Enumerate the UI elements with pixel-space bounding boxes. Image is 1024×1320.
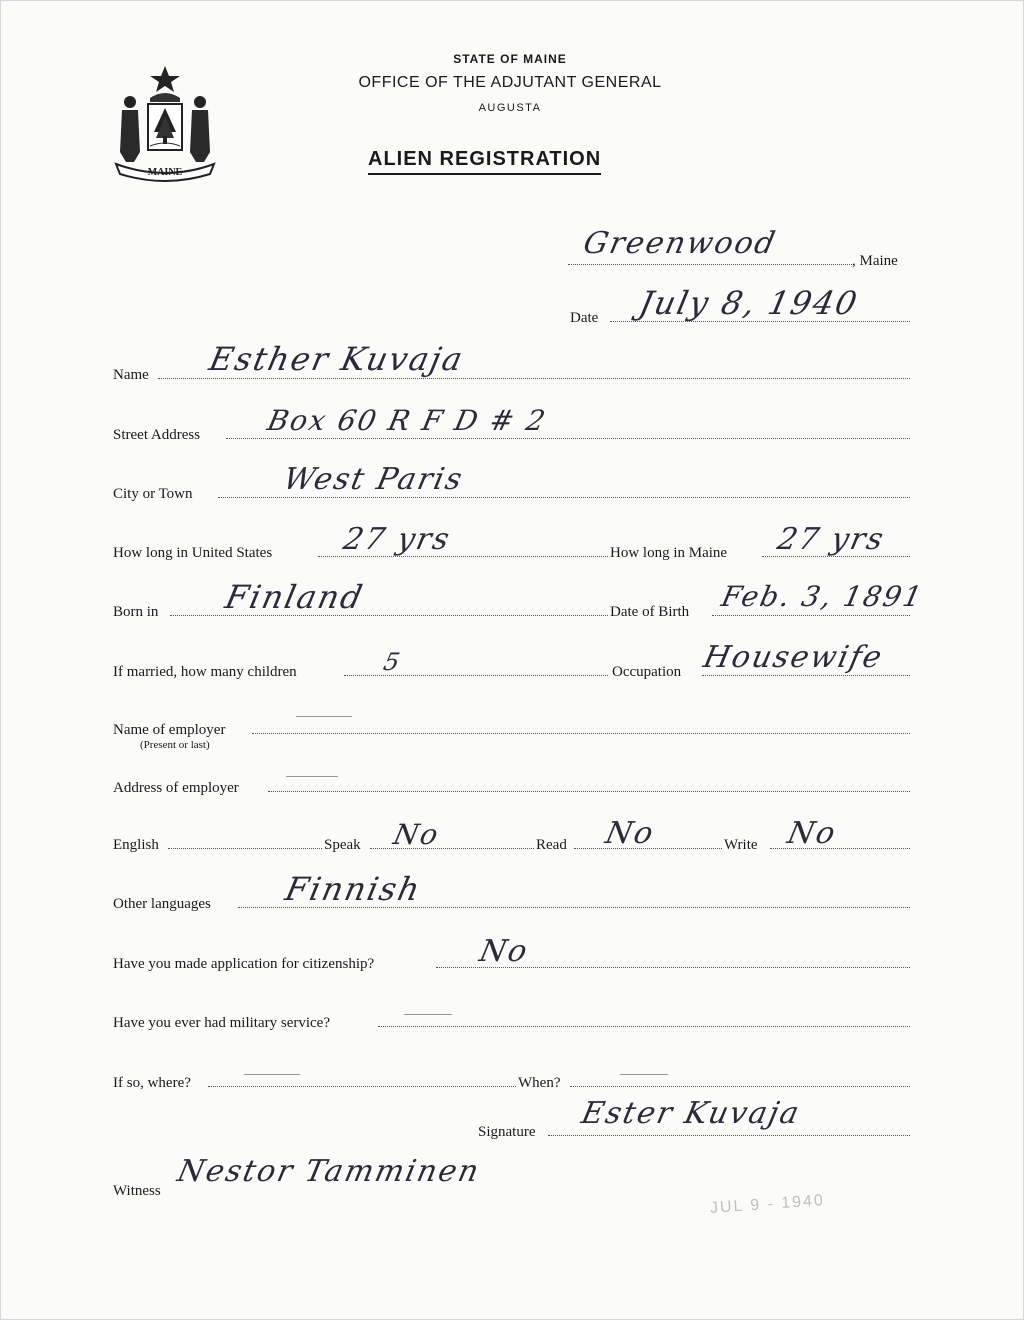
date-label: Date xyxy=(570,310,599,326)
citizenship-value: No xyxy=(476,934,533,969)
when-dash xyxy=(620,1074,668,1075)
when-line xyxy=(570,1086,910,1087)
write-value: No xyxy=(784,816,841,851)
dob-line xyxy=(712,615,910,616)
witness-value: Nestor Tamminen xyxy=(174,1154,484,1189)
other-languages-value: Finnish xyxy=(281,870,425,908)
long-maine-value: 27 yrs xyxy=(774,522,889,557)
town-value: Greenwood xyxy=(580,226,780,261)
where-label: If so, where? xyxy=(113,1075,191,1091)
occupation-label: Occupation xyxy=(612,664,682,680)
where-line xyxy=(208,1086,516,1087)
where-dash xyxy=(244,1074,300,1075)
military-line xyxy=(378,1026,910,1027)
long-us-value: 27 yrs xyxy=(340,522,455,557)
town-suffix-label: , Maine xyxy=(852,253,898,269)
speak-value: No xyxy=(390,818,443,851)
witness-label: Witness xyxy=(113,1183,161,1199)
citizenship-label: Have you made application for citizenship? xyxy=(113,956,375,972)
write-label: Write xyxy=(724,837,758,853)
occupation-line xyxy=(702,675,910,676)
town-line xyxy=(568,264,854,265)
name-label: Name xyxy=(113,367,149,383)
signature-line xyxy=(548,1135,910,1136)
signature-label: Signature xyxy=(478,1124,536,1140)
name-value: Esther Kuvaja xyxy=(205,340,468,378)
long-us-label: How long in United States xyxy=(113,545,273,561)
read-label: Read xyxy=(536,837,567,853)
dob-value: Feb. 3, 1891 xyxy=(718,580,927,613)
read-value: No xyxy=(602,816,659,851)
occupation-value: Housewife xyxy=(700,640,887,675)
long-maine-label: How long in Maine xyxy=(610,545,728,561)
speak-label: Speak xyxy=(324,837,361,853)
english-label: English xyxy=(113,837,159,853)
employer-line xyxy=(252,733,910,734)
dob-label: Date of Birth xyxy=(610,604,690,620)
street-line xyxy=(226,438,910,439)
header-office: OFFICE OF THE ADJUTANT GENERAL xyxy=(358,74,662,91)
header-state: STATE OF MAINE xyxy=(453,52,567,66)
date-stamp: JUL 9 - 1940 xyxy=(709,1192,826,1217)
city-value: West Paris xyxy=(280,462,467,497)
street-value: Box 60 R F D # 2 xyxy=(264,404,551,437)
city-label: City or Town xyxy=(113,486,193,502)
form-title: ALIEN REGISTRATION xyxy=(368,148,601,175)
children-label: If married, how many children xyxy=(113,664,297,680)
maine-seal-icon xyxy=(110,62,220,182)
military-label: Have you ever had military service? xyxy=(113,1015,330,1031)
header-city: AUGUSTA xyxy=(478,102,542,114)
signature-value: Ester Kuvaja xyxy=(578,1096,804,1131)
born-label: Born in xyxy=(113,604,159,620)
employer-address-dash xyxy=(286,776,338,777)
employer-sublabel: (Present or last) xyxy=(140,739,210,751)
english-line xyxy=(168,848,322,849)
employer-label: Name of employer xyxy=(113,722,226,738)
other-languages-label: Other languages xyxy=(113,896,211,912)
born-value: Finland xyxy=(221,578,368,616)
employer-address-label: Address of employer xyxy=(113,780,239,796)
children-value: 5 xyxy=(381,648,405,676)
employer-dash xyxy=(296,716,352,717)
seal-label: MAINE xyxy=(147,167,183,178)
when-label: When? xyxy=(518,1075,561,1091)
employer-address-line xyxy=(268,791,910,792)
date-value: July 8, 1940 xyxy=(635,284,863,322)
name-line xyxy=(158,378,910,379)
military-dash xyxy=(404,1014,452,1015)
city-line xyxy=(218,497,910,498)
street-label: Street Address xyxy=(113,427,201,443)
